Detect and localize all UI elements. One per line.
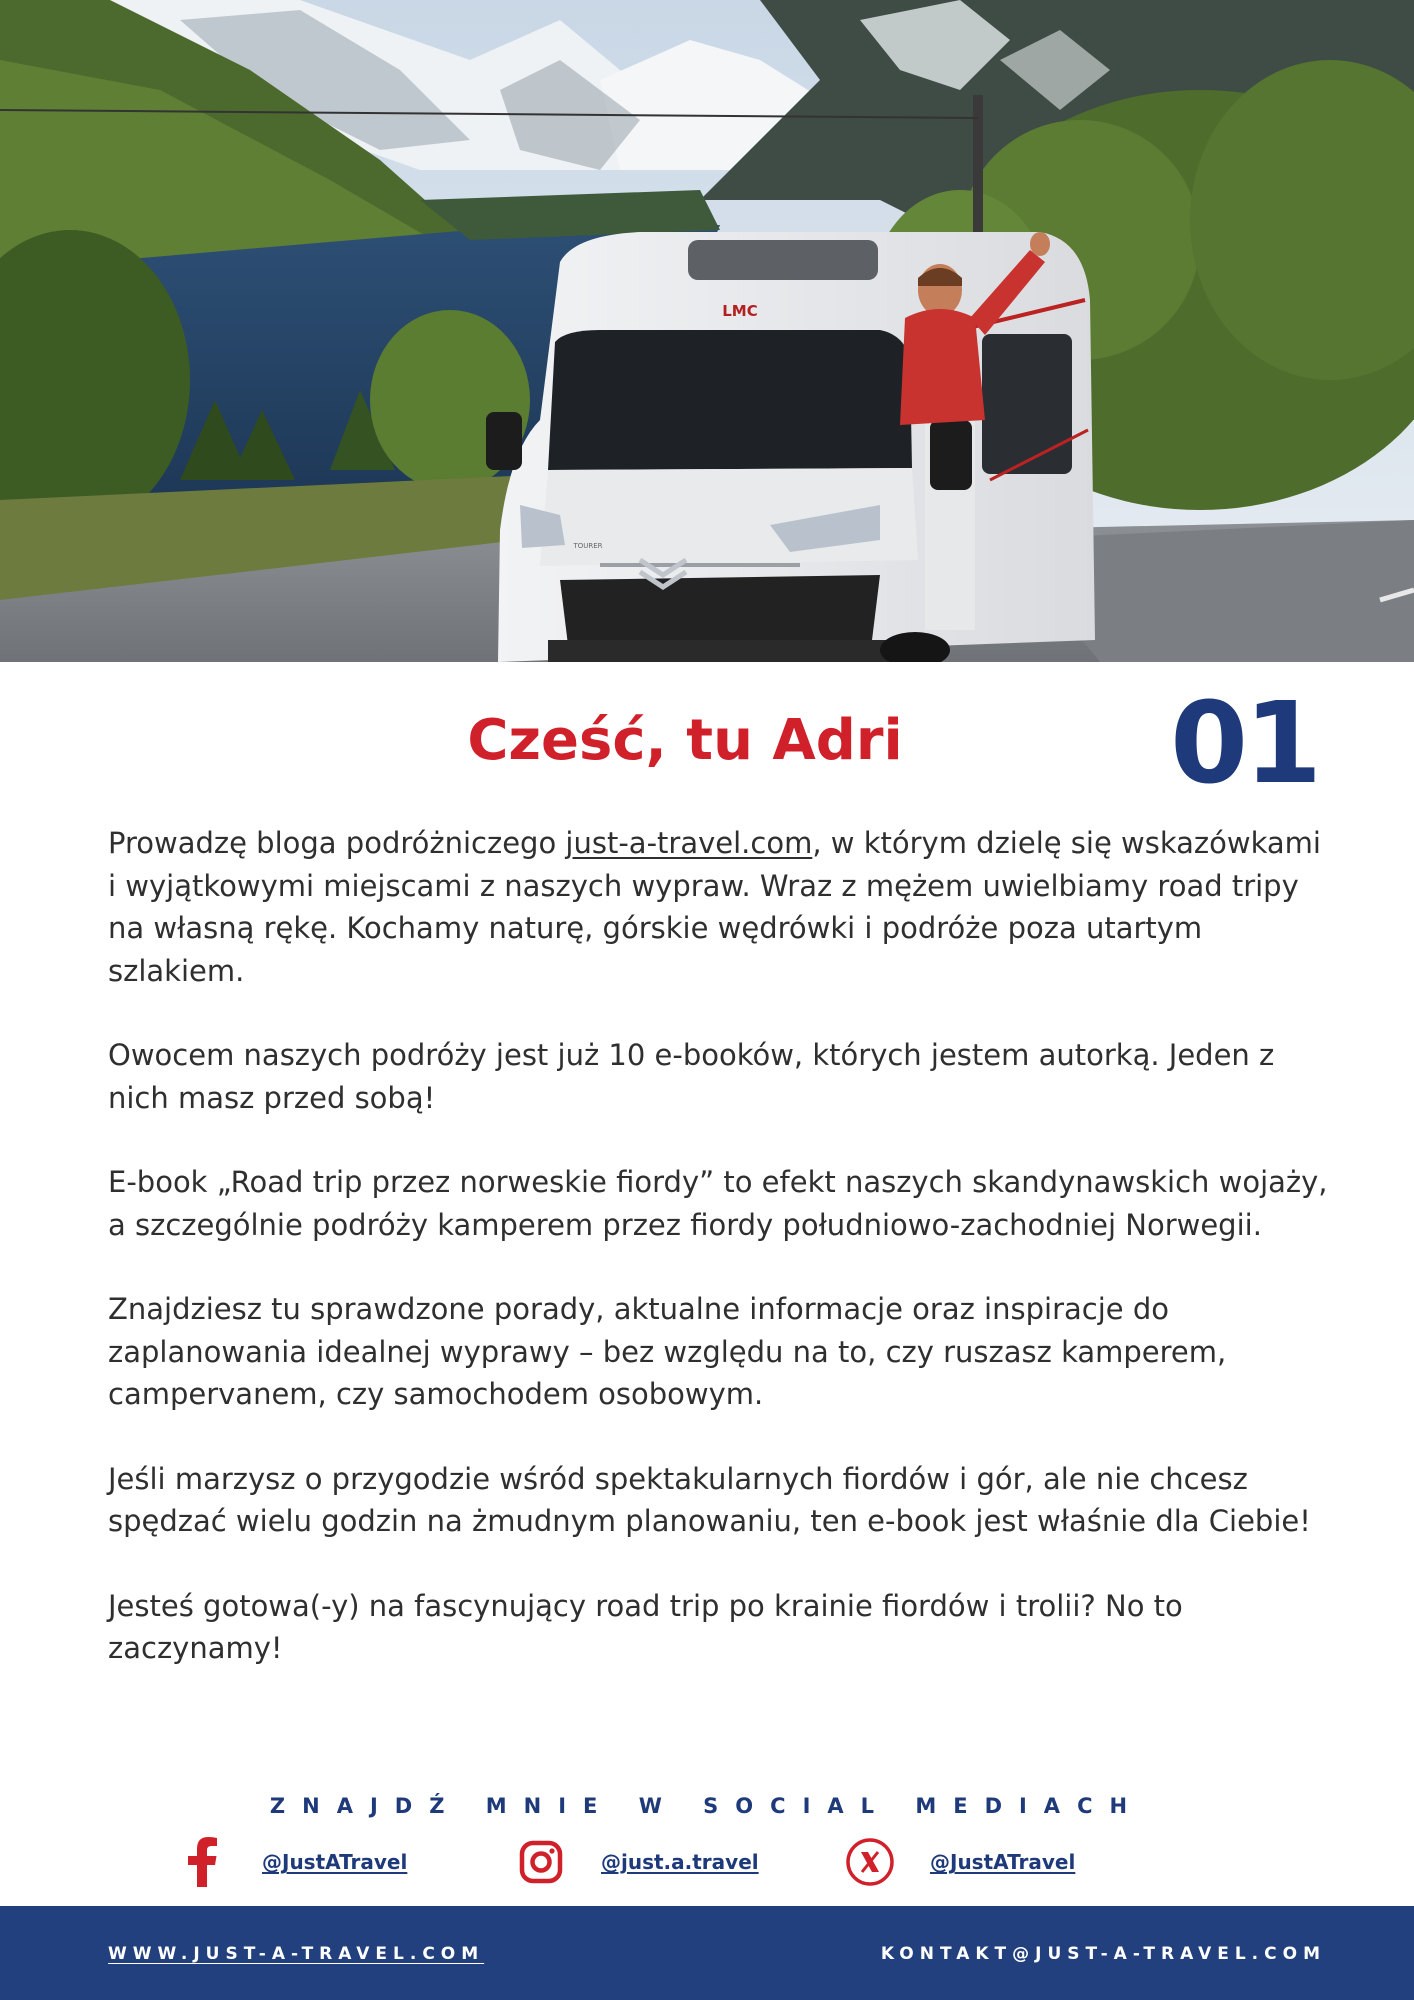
camper-fjord-illustration <box>0 0 1414 662</box>
paragraph-contents: Znajdziesz tu sprawdzone porady, aktualne informacje oraz inspiracje do zaplanowania idealnej wyprawy – bez względu na to, czy ruszasz kamperem, campervanem, czy samochodem osobowym. <box>108 1292 1227 1411</box>
facebook-handle-link[interactable]: @JustATravel <box>262 1850 408 1874</box>
instagram-icon[interactable] <box>515 1836 567 1888</box>
x-handle-link[interactable]: @JustATravel <box>930 1850 1076 1874</box>
hero-photo <box>0 0 1414 662</box>
instagram-handle-link[interactable]: @just.a.travel <box>601 1850 759 1874</box>
page-title: Cześć, tu Adri <box>467 708 903 773</box>
camper-brand-badge: LMC <box>722 302 758 320</box>
x-icon[interactable] <box>844 1836 896 1888</box>
contact-email[interactable]: KONTAKT@JUST-A-TRAVEL.COM <box>880 1944 1326 1964</box>
footer <box>0 1906 1414 2000</box>
social-links <box>0 1836 1414 1888</box>
social-item-facebook <box>176 1836 407 1888</box>
page-number: 01 <box>1170 679 1318 809</box>
facebook-icon[interactable] <box>176 1836 228 1888</box>
paragraph-ebooks: Owocem naszych podróży jest już 10 e-booków, których jestem autorką. Jeden z nich masz przed sobą! <box>108 1038 1275 1115</box>
camper-model-badge: TOURER <box>573 542 603 550</box>
social-item-x <box>844 1836 1075 1888</box>
paragraph-about-ebook: E-book „Road trip przez norweskie fiordy” to efekt naszych skandynawskich wojaży, a szczególnie podróży kamperem przez fiordy południowo-zachodniej Norwegii. <box>108 1165 1328 1242</box>
paragraph-audience: Jeśli marzysz o przygodzie wśród spektakularnych fiordów i gór, ale nie chcesz spędzać wielu godzin na żmudnym planowaniu, ten e-book jest właśnie dla Ciebie! <box>108 1461 1311 1538</box>
blog-link[interactable]: just-a-travel.com <box>565 826 813 860</box>
social-item-instagram <box>515 1836 759 1888</box>
website-link[interactable]: WWW.JUST-A-TRAVEL.COM <box>108 1944 485 1964</box>
social-heading: ZNAJDŹ MNIE W SOCIAL MEDIACH <box>269 1794 1145 1818</box>
paragraph-intro-text-cont: , w którym dzielę się wskazówkami i wyjątkowymi miejscami z naszych wypraw. Wraz z mężem uwielbiamy road tripy na własną rękę. Kochamy naturę, górskie wędrówki i podróże poza utartym szlakiem. <box>108 826 1321 988</box>
paragraph-intro <box>108 822 1328 992</box>
paragraph-call-to-action: Jesteś gotowa(-y) na fascynujący road trip po krainie fiordów i trolii? No to zaczynamy! <box>108 1588 1183 1665</box>
intro-text <box>108 822 1328 1670</box>
paragraph-intro-text: Prowadzę bloga podróżniczego <box>108 826 566 860</box>
